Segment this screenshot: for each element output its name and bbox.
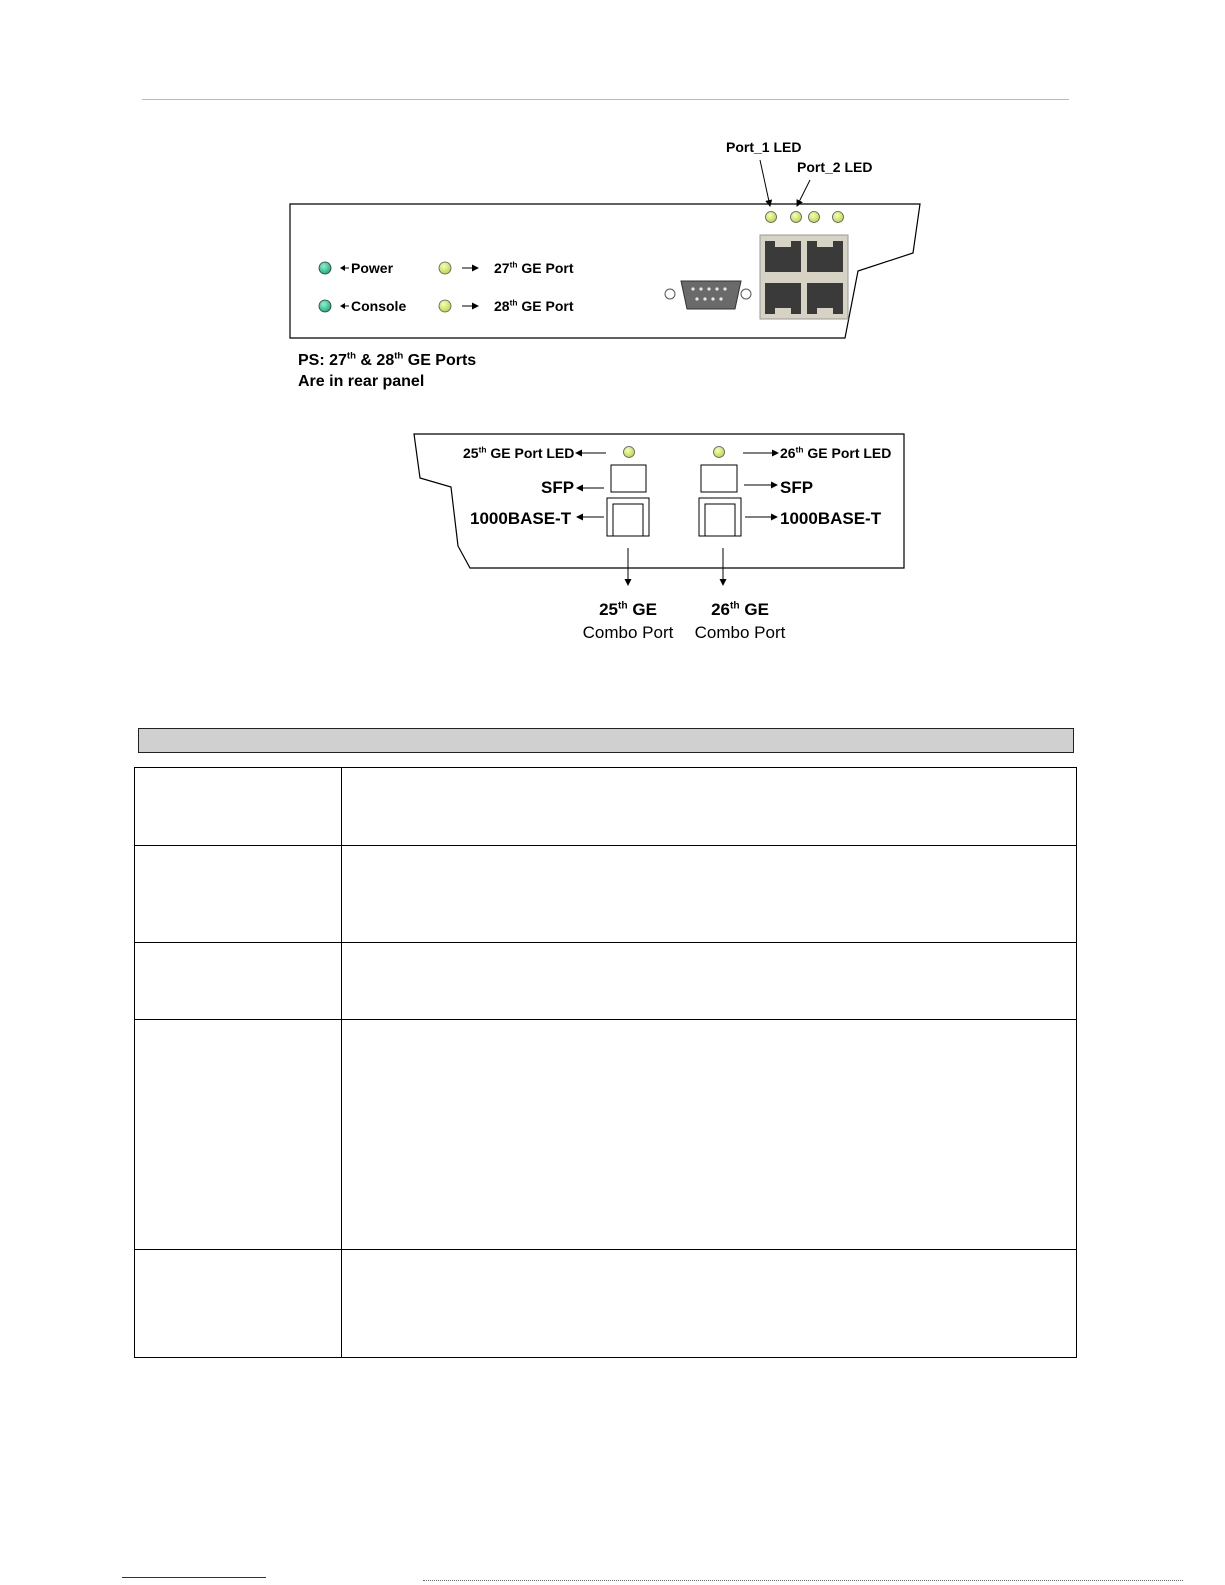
base-t-right-label: 1000BASE-T [780, 509, 882, 528]
port25-led-icon [624, 447, 635, 458]
rj45-block-icon [760, 235, 848, 319]
sfp-right-label: SFP [780, 478, 814, 497]
power-led-icon [319, 262, 331, 274]
console-led-icon [319, 300, 331, 312]
table-row [135, 1020, 1077, 1250]
power-label: Power [351, 260, 394, 276]
rj45-left-port [607, 498, 649, 536]
row-label [135, 1250, 342, 1358]
combo26-label: 26th GE Combo Port [694, 600, 786, 642]
port28-label: 28th GE Port [494, 297, 574, 314]
port27-label: 27th GE Port [494, 259, 574, 276]
sfp-left-label: SFP [541, 478, 575, 497]
row-value [342, 1250, 1077, 1358]
sfp-left-slot [611, 465, 646, 492]
row-value [342, 1020, 1077, 1250]
port26-led-icon [714, 447, 725, 458]
table-row [135, 943, 1077, 1020]
port1-led-label: Port_1 LED [726, 139, 802, 155]
console-label: Console [351, 298, 407, 314]
footer-link-underline [122, 1577, 266, 1578]
port26-led-label: 26th GE Port LED [780, 444, 892, 461]
combo25-label: 25th GE Combo Port [582, 600, 674, 642]
port27-led-icon [439, 262, 451, 274]
base-t-left-label: 1000BASE-T [470, 509, 572, 528]
row-label [135, 943, 342, 1020]
table-row [135, 768, 1077, 846]
row-label [135, 768, 342, 846]
row-value [342, 846, 1077, 943]
port3-led-icon [809, 212, 820, 223]
port2-led-icon [791, 212, 802, 223]
row-value [342, 943, 1077, 1020]
port25-led-label: 25th GE Port LED [463, 444, 575, 461]
row-label [135, 846, 342, 943]
sfp-right-slot [701, 465, 737, 492]
port1-led-icon [766, 212, 777, 223]
footer-rule [423, 1580, 1183, 1582]
table-row [135, 846, 1077, 943]
port2-led-label: Port_2 LED [797, 159, 873, 175]
row-label [135, 1020, 342, 1250]
port4-led-icon [833, 212, 844, 223]
table-header-bar [138, 728, 1074, 753]
rj45-right-port [699, 498, 741, 536]
table-row [135, 1250, 1077, 1358]
port28-led-icon [439, 300, 451, 312]
rear-panel-note: PS: 27th & 28th GE Ports Are in rear panel [298, 350, 477, 390]
row-value [342, 768, 1077, 846]
spec-table [134, 767, 1077, 1358]
